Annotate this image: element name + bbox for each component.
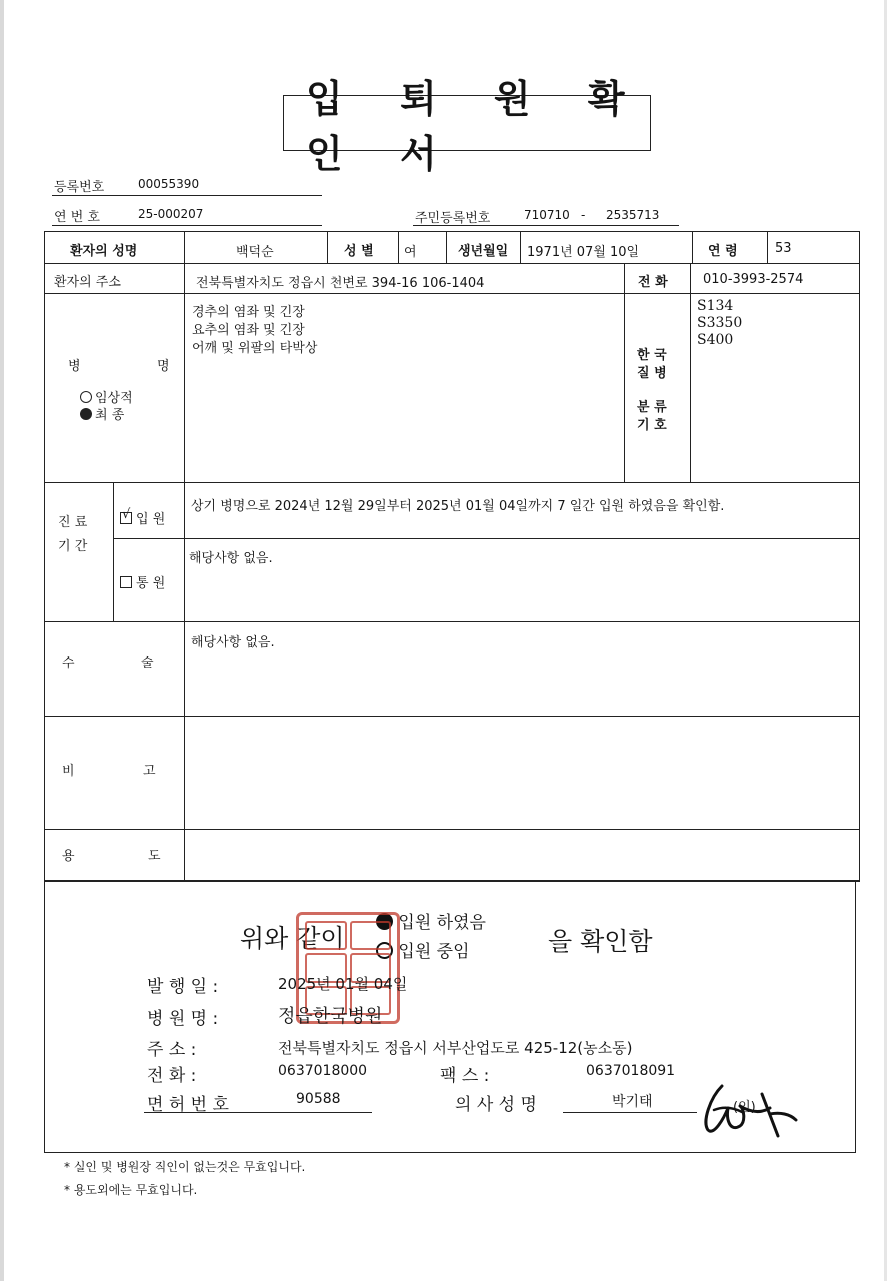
final-label: 최 종 (95, 408, 125, 423)
surgery-text: 해당사항 없음. (191, 635, 275, 650)
resident-id-back: 2535713 (606, 208, 660, 222)
option-1-label: 입원 하였음 (398, 913, 486, 933)
hospital-name: 정읍한국병원 (278, 1006, 383, 1027)
col-divider (398, 231, 399, 263)
outpatient-option (120, 572, 165, 591)
diagnosis-option-final (80, 404, 124, 423)
clinical-label: 임상적 (95, 391, 133, 406)
license-underline (144, 1112, 372, 1113)
inpatient-option (120, 508, 165, 527)
option-2-label: 입원 중임 (398, 942, 470, 962)
resident-id-label: 주민등록번호 (415, 211, 491, 226)
address-label: 환자의 주소 (54, 275, 121, 290)
resident-id-dash: - (581, 208, 586, 222)
resident-id-front: 710710 (524, 208, 570, 222)
remarks-label-right: 고 (143, 764, 156, 779)
row-divider (44, 482, 860, 483)
doctor-underline (563, 1112, 697, 1113)
phone-label: 전 화 (638, 275, 668, 290)
col-divider (767, 231, 768, 263)
age-label: 연 령 (708, 244, 738, 259)
check-mark-icon: √ (122, 507, 131, 522)
inpatient-text: 상기 병명으로 2024년 12월 29일부터 2025년 01월 04일까지 7 일간 입원 하였음을 확인함. (191, 499, 725, 514)
kcd-label-gap (637, 383, 667, 399)
sex-value: 여 (404, 245, 417, 260)
kcd-codes (697, 298, 742, 349)
hospital-name-label: 병 원 명 : (147, 1009, 219, 1029)
surgery-label-right: 술 (141, 656, 154, 671)
col-divider (690, 263, 691, 482)
kcd-code: S3350 (697, 315, 743, 331)
kcd-label-line: 한 국 (637, 348, 667, 363)
col-divider (692, 231, 693, 263)
diagnosis-list (192, 304, 317, 358)
hospital-address: 전북특별자치도 정읍시 서부산업도로 425-12(농소동) (278, 1039, 633, 1057)
patient-name: 백덕순 (236, 245, 274, 260)
remarks-label-left: 비 (62, 764, 75, 779)
footnote: * 실인 및 병원장 직인이 없는것은 무효입니다. (64, 1160, 306, 1174)
license-value: 90588 (296, 1091, 341, 1107)
radio-filled-icon (80, 408, 92, 420)
issue-date-label: 발 행 일 : (147, 977, 219, 997)
sex-label: 성 별 (344, 244, 374, 259)
row-divider (44, 716, 860, 717)
purpose-label-right: 도 (148, 849, 161, 864)
hospital-address-label: 주 소 : (147, 1040, 197, 1060)
patient-name-label: 환자의 성명 (70, 244, 138, 259)
kcd-label-line: 질 병 (637, 366, 667, 381)
col-divider (113, 482, 114, 621)
treatment-label-1: 진 료 (58, 515, 88, 530)
col-divider (327, 231, 328, 263)
kcd-code: S134 (697, 298, 734, 314)
footnote: * 용도외에는 무효입니다. (64, 1183, 198, 1197)
checkbox-empty-icon (120, 576, 132, 588)
inpatient-label: 입 원 (136, 512, 166, 527)
col-divider (446, 231, 447, 263)
diagnosis-label-left: 병 (68, 359, 81, 374)
seal-block (350, 921, 392, 950)
confirmation-suffix: 을 확인함 (548, 927, 653, 956)
purpose-label-left: 용 (62, 849, 75, 864)
doctor-name: 박기태 (612, 1094, 653, 1110)
treatment-label-2: 기 간 (58, 539, 88, 554)
registration-label: 등록번호 (54, 180, 105, 195)
hospital-phone-label: 전 화 : (147, 1066, 197, 1086)
col-divider (184, 231, 185, 881)
col-divider (624, 263, 625, 482)
diagnosis-label-right: 명 (157, 359, 170, 374)
registration-underline (52, 195, 322, 196)
address-value: 전북특별자치도 정읍시 천변로 394-16 106-1404 (196, 276, 485, 291)
hospital-fax: 0637018091 (586, 1063, 676, 1079)
seal-block (305, 921, 347, 950)
diagnosis-item: 경추의 염좌 및 긴장 (192, 305, 305, 320)
kcd-label-line: 분 류 (637, 400, 667, 415)
doctor-signature-icon (700, 1078, 800, 1142)
serial-underline (52, 225, 322, 226)
resident-id-underline (413, 225, 679, 226)
row-divider (44, 293, 860, 294)
birth-value: 1971년 07월 10일 (527, 245, 640, 260)
hospital-fax-label: 팩 스 : (440, 1066, 490, 1086)
row-divider (44, 621, 860, 622)
license-label: 면 허 번 호 (147, 1095, 229, 1115)
col-divider (520, 231, 521, 263)
row-divider (44, 263, 860, 264)
outpatient-text: 해당사항 없음. (189, 551, 273, 566)
birth-label: 생년월일 (458, 244, 509, 259)
doctor-label: 의 사 성 명 (455, 1095, 537, 1115)
issue-date: 2025년 01월 04일 (278, 975, 408, 993)
seal-mark: (인) (733, 1100, 756, 1115)
serial-label: 연 번 호 (54, 210, 100, 225)
diagnosis-item: 어깨 및 위팔의 타박상 (192, 341, 318, 356)
kcd-label-line: 기 호 (637, 418, 667, 433)
serial-value: 25-000207 (138, 207, 204, 221)
kcd-code: S400 (697, 332, 734, 348)
kcd-label (637, 347, 667, 435)
age-value: 53 (775, 241, 792, 256)
confirmation-prefix: 위와 같이 (240, 924, 345, 953)
phone-value: 010-3993-2574 (703, 272, 804, 287)
outpatient-label: 통 원 (136, 576, 166, 591)
radio-empty-icon (80, 391, 92, 403)
diagnosis-item: 요추의 염좌 및 긴장 (192, 323, 305, 338)
row-divider (113, 538, 860, 539)
document-title: 입 퇴 원 확 인 서 (283, 95, 651, 151)
hospital-phone: 0637018000 (278, 1063, 368, 1079)
checkbox-checked-icon (120, 507, 132, 524)
scan-edge-left (0, 0, 4, 1281)
row-divider (44, 829, 860, 830)
registration-value: 00055390 (138, 177, 200, 191)
surgery-label-left: 수 (62, 656, 75, 671)
